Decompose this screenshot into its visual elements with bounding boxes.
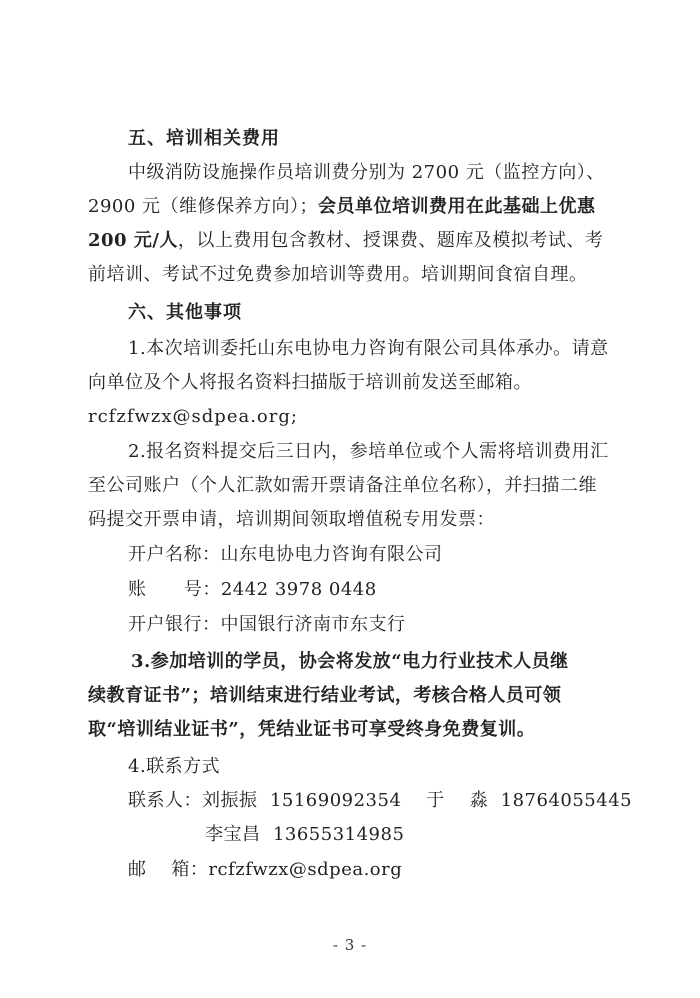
item-1-line-1: 1.本次培训委托山东电协电力咨询有限公司具体承办。请意 <box>128 338 609 359</box>
item-3-line-2: 续教育证书”；培训结束进行结业考试，考核合格人员可领 <box>88 685 562 706</box>
section-5-title: 五、培训相关费用 <box>128 128 280 149</box>
item-3-line-3: 取“培训结业证书”，凭结业证书可享受终身免费复训。 <box>88 719 536 740</box>
account-number: 账 号：2442 3978 0448 <box>128 579 377 600</box>
page-number: - 3 - <box>332 936 368 954</box>
item-2-line-2: 至公司账户（个人汇款如需开票请备注单位名称），并扫描二维 <box>88 475 597 496</box>
section-6-title: 六、其他事项 <box>128 302 242 323</box>
contact-line-2: 李宝昌 13655314985 <box>205 824 405 845</box>
item-4-title: 4.联系方式 <box>128 756 221 777</box>
section-5-line-2-normal: 2900 元（维修保养方向）； <box>88 196 319 217</box>
section-5-line-3-bold: 200 元/人 <box>88 230 178 251</box>
section-5-line-3 <box>88 230 603 252</box>
section-5-line-2 <box>88 196 596 218</box>
section-5-line-4: 前培训、考试不过免费参加培训等费用。培训期间食宿自理。 <box>88 264 588 285</box>
item-3-line-1: 3.参加培训的学员，协会将发放“电力行业技术人员继 <box>131 651 569 672</box>
mail-line: 邮 箱：rcfzfwzx@sdpea.org <box>128 859 403 880</box>
contact-line-1: 联系人：刘振振 15169092354 于 淼 18764055445 <box>128 790 633 811</box>
section-5-line-1: 中级消防设施操作员培训费分别为 2700 元（监控方向）、 <box>128 162 605 183</box>
item-2-line-3: 码提交开票申请，培训期间领取增值税专用发票： <box>88 509 495 530</box>
item-1-email: rcfzfwzx@sdpea.org; <box>88 406 298 427</box>
item-1-line-2: 向单位及个人将报名资料扫描版于培训前发送至邮箱。 <box>88 372 532 393</box>
section-5-line-2-bold: 会员单位培训费用在此基础上优惠 <box>318 196 596 217</box>
account-name: 开户名称：山东电协电力咨询有限公司 <box>128 544 443 565</box>
account-bank: 开户银行：中国银行济南市东支行 <box>128 614 406 635</box>
section-5-line-3-normal: ，以上费用包含教材、授课费、题库及模拟考试、考 <box>177 230 604 251</box>
item-2-line-1: 2.报名资料提交后三日内，参培单位或个人需将培训费用汇 <box>128 441 609 462</box>
